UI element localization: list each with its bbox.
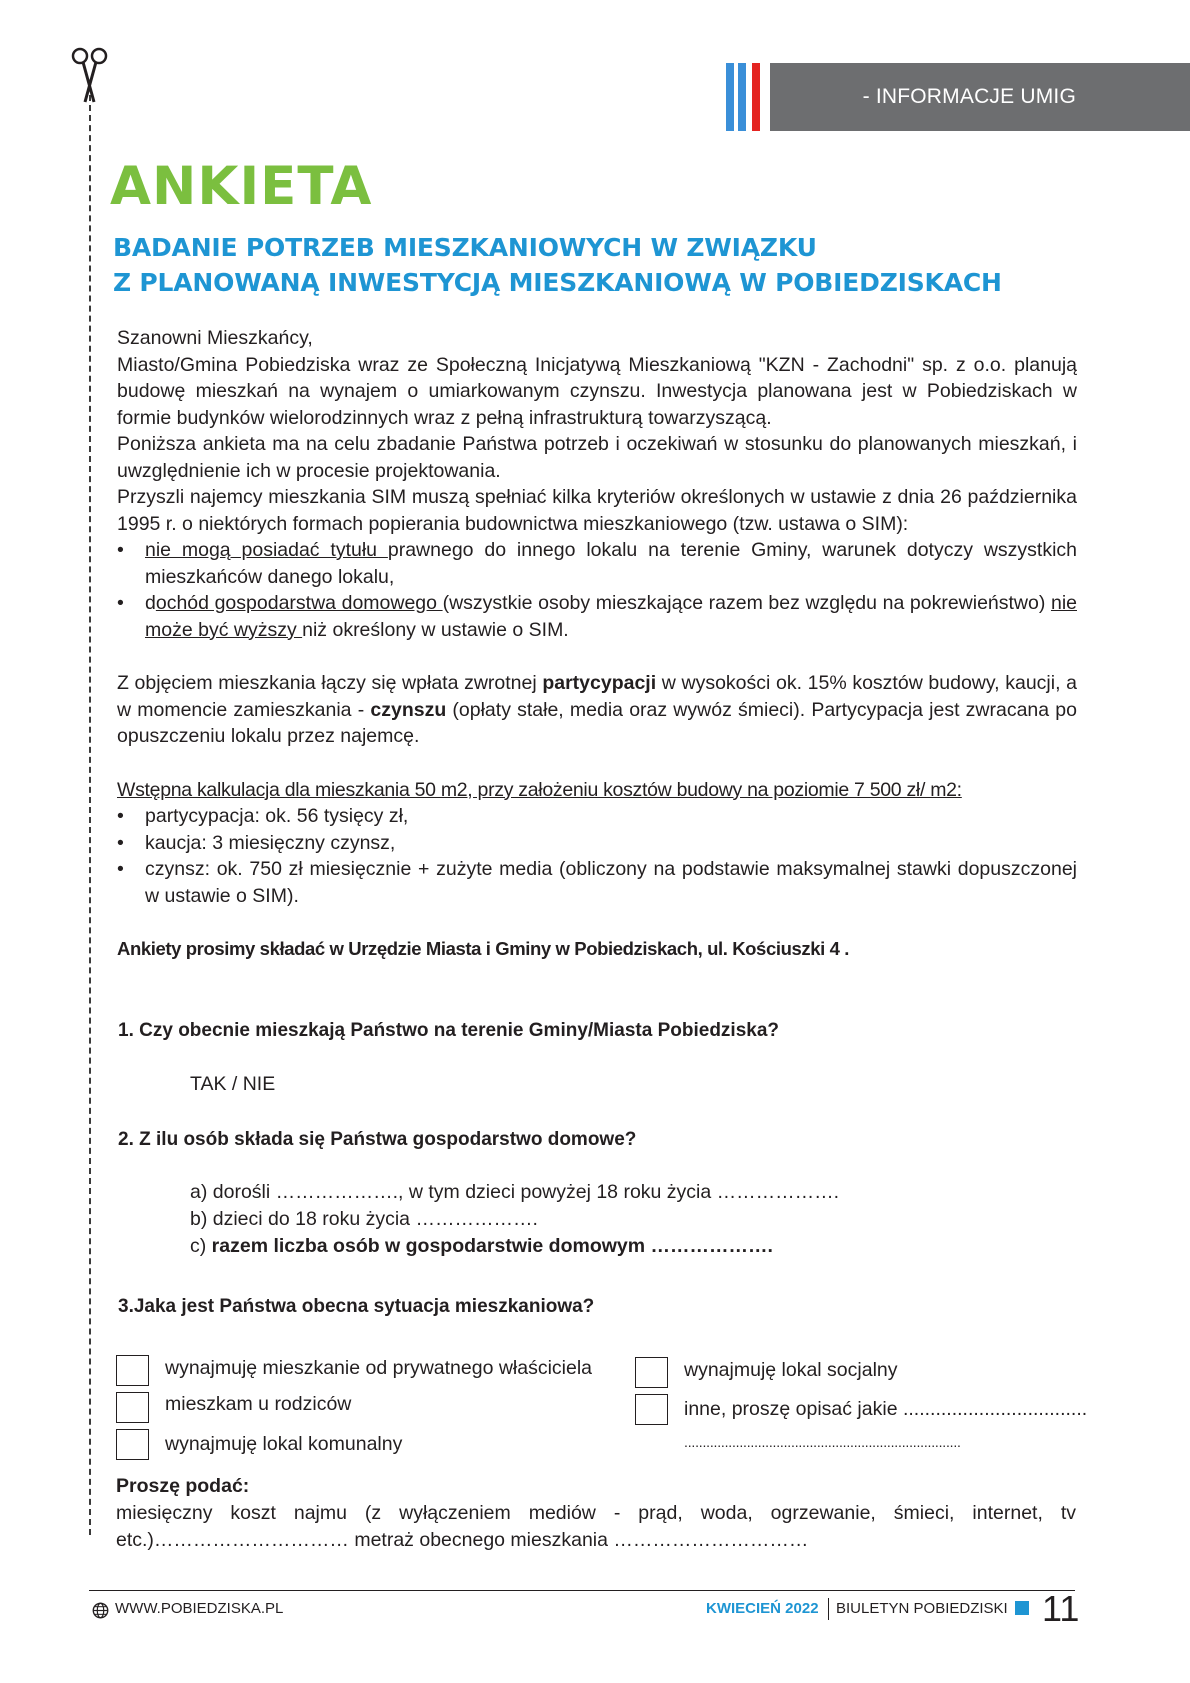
question-2-total[interactable]: c) razem liczba osób w gospodarstwie domowym ………………. [190, 1235, 773, 1257]
list-item: • partycypacja: ok. 56 tysięcy zł, [117, 805, 409, 827]
option-private-rental: wynajmuję mieszkanie od prywatnego właściciela [165, 1357, 593, 1379]
list-item: • kaucja: 3 miesięczny czynsz, [117, 831, 396, 854]
calculation-heading: Wstępna kalkulacja dla mieszkania 50 m2, przy założeniu kosztów budowy na poziomie 7 500 zł/ m2: [117, 778, 962, 801]
subtitle-line-1: BADANIE POTRZEB MIESZKANIOWYCH W ZWIĄZKU [113, 233, 817, 262]
list-item: • dochód gospodarstwa domowego (wszystkie osoby mieszkające razem bez względu na pokrewieństwo) nie może być wyższy niż określony w ustawie o SIM. [117, 592, 1077, 641]
checkbox-municipal[interactable] [116, 1429, 149, 1460]
checkbox-parents[interactable] [116, 1392, 149, 1423]
header-stripe-blue [738, 63, 746, 131]
footer-publication: BIULETYN POBIEDZISKI [836, 1600, 1008, 1617]
list-item: • czynsz: ok. 750 zł miesięcznie + zużyte media (obliczony na podstawie maksymalnej stawki dopuszczonej w ustawie o SIM). [117, 858, 1077, 907]
criteria-list [117, 537, 1077, 643]
checkbox-private-rental[interactable] [116, 1355, 149, 1386]
scissors-icon [66, 46, 114, 108]
option-social: wynajmuję lokal socjalny [684, 1359, 898, 1381]
subtitle-line-2: Z PLANOWANĄ INWESTYCJĄ MIESZKANIOWĄ W POBIEDZISKACH [113, 268, 1002, 297]
footer-divider [89, 1590, 1075, 1591]
globe-icon [92, 1602, 109, 1619]
question-2-adults[interactable]: a) dorośli ………………., w tym dzieci powyżej 18 roku życia ………………. [190, 1181, 840, 1203]
header-stripe-red [752, 63, 760, 131]
checkbox-social[interactable] [635, 1357, 668, 1388]
submit-note: Ankiety prosimy składać w Urzędzie Miasta i Gminy w Pobiedziskach, ul. Kościuszki 4 . [117, 938, 849, 959]
intro-paragraph-3: Przyszli najemcy mieszkania SIM muszą spełniać kilka kryteriów określonych w ustawie z dnia 26 października 1995 r. o niektórych formach popierania budownictwa mieszkaniowego (tzw. ustawa o SIM): [117, 486, 1077, 535]
intro-text [117, 325, 1077, 963]
intro-paragraph-1: Miasto/Gmina Pobiedziska wraz ze Społeczną Inicjatywą Mieszkaniową "KZN - Zachodni" sp. z o.o. planują budowę mieszkań na wynajem o umiarkowanym czynszu. Inwestycja planowana jest w Pobiedziskach w formie budynków wielorodzinnych wraz z pełną infrastrukturą towarzyszącą. [117, 353, 1077, 429]
question-2: 2. Z ilu osób składa się Państwa gospodarstwo domowe? [118, 1129, 637, 1150]
option-parents: mieszkam u rodziców [165, 1393, 352, 1415]
footer-date: KWIECIEŃ 2022 [706, 1600, 819, 1617]
please-text[interactable]: miesięczny koszt najmu (z wyłączeniem mediów - prąd, woda, ogrzewanie, śmieci, internet, tv etc.)………………………… metraż obecnego mieszkania ………………………… [116, 1502, 1076, 1551]
list-item: • nie mogą posiadać tytułu prawnego do innego lokalu na terenie Gminy, warunek dotyczy wszystkich mieszkańców danego lokalu, [117, 539, 1077, 588]
option-municipal: wynajmuję lokal komunalny [165, 1433, 403, 1455]
footer-square-icon [1015, 1601, 1029, 1615]
calculation-list [117, 803, 1077, 909]
greeting: Szanowni Mieszkańcy, [117, 327, 313, 349]
cut-line [89, 95, 91, 1535]
section-label: - INFORMACJE UMIG [862, 85, 1076, 108]
question-1-answer[interactable]: TAK / NIE [190, 1073, 276, 1095]
page-title: ANKIETA [110, 156, 373, 217]
question-3: 3.Jaka jest Państwa obecna sytuacja mieszkaniowa? [118, 1296, 595, 1317]
header-stripe-blue [726, 63, 734, 131]
question-1: 1. Czy obecnie mieszkają Państwo na terenie Gminy/Miasta Pobiedziska? [118, 1020, 780, 1041]
intro-paragraph-2: Poniższa ankieta ma na celu zbadanie Państwa potrzeb i oczekiwań w stosunku do planowanych mieszkań, i uwzględnienie ich w procesie projektowania. [117, 433, 1077, 482]
footer-separator [828, 1598, 829, 1620]
other-description-line[interactable]: ........................................................................... [684, 1434, 961, 1450]
page-number: 11 [1042, 1588, 1080, 1629]
question-2-children[interactable]: b) dzieci do 18 roku życia ………………. [190, 1208, 538, 1230]
participation-paragraph: Z objęciem mieszkania łączy się wpłata zwrotnej partycypacji w wysokości ok. 15% kosztów budowy, kaucji, a w momencie zamieszkania - czynszu (opłaty stałe, media oraz wywóz śmieci). Partycypacja jest zwracana po opuszczeniu lokalu przez najemcę. [117, 672, 1078, 747]
please-heading: Proszę podać: [116, 1475, 250, 1497]
footer-website[interactable]: WWW.POBIEDZISKA.PL [115, 1600, 284, 1617]
checkbox-other[interactable] [635, 1394, 668, 1425]
option-other[interactable]: inne, proszę opisać jakie .................................. [684, 1398, 1088, 1420]
